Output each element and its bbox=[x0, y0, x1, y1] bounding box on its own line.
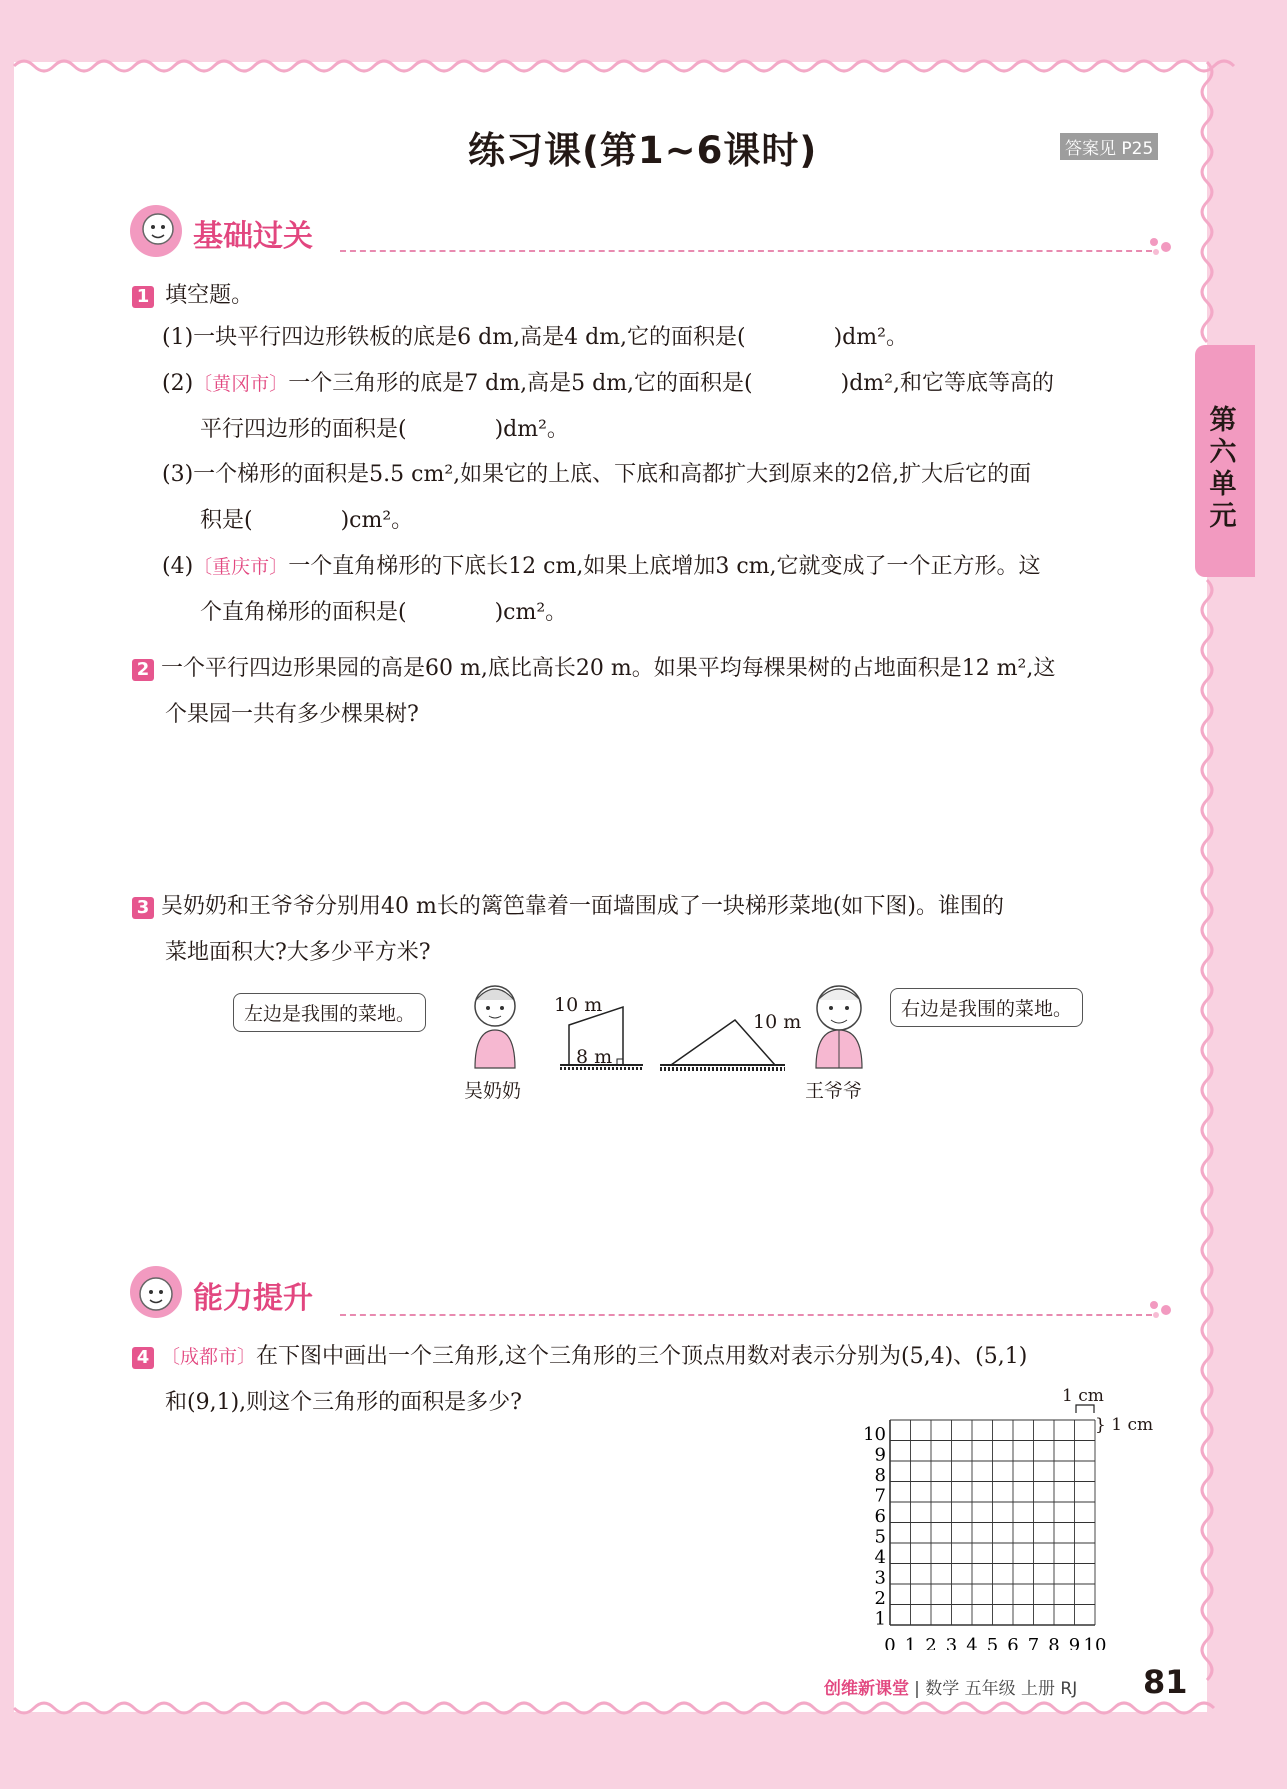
unit-side-tab-label: 第六单元 bbox=[1209, 405, 1237, 532]
speech-bubble-right: 右边是我围的菜地。 bbox=[890, 988, 1083, 1027]
x-axis-tick-label: 1 bbox=[904, 1635, 917, 1650]
grid-lines bbox=[890, 1420, 1095, 1625]
y-axis-tick-label: 3 bbox=[874, 1567, 886, 1589]
q2-line1: 一个平行四边形果园的高是60 m,底比高长20 m。如果平均每棵果树的占地面积是12 m²,这 bbox=[161, 656, 1056, 681]
q1-item4-line1: 一个直角梯形的下底长12 cm,如果上底增加3 cm,它就变成了一个正方形。这 bbox=[288, 554, 1041, 579]
grandma-figure-icon bbox=[465, 980, 525, 1070]
q1-item4-label: (4) bbox=[162, 554, 194, 579]
teacher-avatar-icon bbox=[128, 203, 184, 259]
grandma-name: 吴奶奶 bbox=[464, 1080, 522, 1102]
y-axis-tick-label: 7 bbox=[874, 1485, 886, 1507]
q1-item3-line1: (3)一个梯形的面积是5.5 cm²,如果它的上底、下底和高都扩大到原来的2倍,扩大后它的面 bbox=[162, 462, 1032, 487]
x-axis-tick-label: 10 bbox=[1083, 1635, 1107, 1650]
right-label-10m: 10 m bbox=[753, 1011, 802, 1033]
x-axis-tick-label: 4 bbox=[966, 1635, 978, 1650]
grid-unit-right: } 1 cm bbox=[1095, 1415, 1154, 1435]
x-axis-tick-label: 5 bbox=[986, 1635, 999, 1650]
q4-line1-row bbox=[132, 1339, 1027, 1370]
q2-number: 2 bbox=[132, 659, 154, 681]
q4-line1: 在下图中画出一个三角形,这个三角形的三个顶点用数对表示分别为(5,4)、(5,1) bbox=[256, 1344, 1028, 1369]
section-title-basic: 基础过关 bbox=[193, 219, 313, 254]
q3-line1: 吴奶奶和王爷爷分别用40 m长的篱笆靠着一面墙围成了一块梯形菜地(如下图)。谁围的 bbox=[161, 894, 1005, 919]
q2-line2: 个果园一共有多少棵果树? bbox=[165, 702, 419, 727]
q4-line2: 和(9,1),则这个三角形的面积是多少? bbox=[165, 1390, 522, 1415]
y-axis-tick-label: 9 bbox=[874, 1444, 886, 1466]
q1-item2-line2: 平行四边形的面积是( )dm²。 bbox=[200, 417, 569, 442]
page-title: 练习课(第1~6课时) bbox=[468, 129, 818, 172]
q3-number: 3 bbox=[132, 897, 154, 919]
y-axis-tick-label: 10 bbox=[863, 1424, 886, 1445]
section-title-advanced: 能力提升 bbox=[193, 1281, 313, 1316]
y-axis-tick-label: 6 bbox=[874, 1506, 886, 1527]
footer-subject: | 数学 五年级 上册 RJ bbox=[914, 1679, 1078, 1699]
section-divider bbox=[340, 250, 1152, 252]
unit-width-bracket bbox=[1076, 1405, 1094, 1413]
q2-line1-row bbox=[132, 651, 1055, 682]
left-label-10m: 10 m bbox=[554, 994, 603, 1016]
x-axis-tick-label: 0 bbox=[884, 1635, 896, 1650]
x-axis-tick-label: 7 bbox=[1027, 1635, 1040, 1650]
speech-bubble-left: 左边是我围的菜地。 bbox=[233, 993, 426, 1032]
q1-item2-region-tag: 〔黄冈市〕 bbox=[193, 373, 289, 395]
x-axis-labels bbox=[884, 1635, 1106, 1650]
q4-number: 4 bbox=[132, 1347, 154, 1369]
left-label-8m: 8 m bbox=[576, 1046, 613, 1068]
y-axis-tick-label: 5 bbox=[874, 1526, 886, 1548]
y-axis-labels bbox=[863, 1424, 886, 1630]
q3-line2: 菜地面积大?大多少平方米? bbox=[165, 940, 431, 965]
x-axis-tick-label: 9 bbox=[1068, 1635, 1081, 1650]
y-axis-tick-label: 8 bbox=[874, 1465, 886, 1486]
grandpa-figure-icon bbox=[804, 978, 874, 1070]
grid-unit-top: 1 cm bbox=[1062, 1386, 1104, 1406]
y-axis-tick-label: 1 bbox=[874, 1608, 886, 1630]
y-axis-tick-label: 4 bbox=[874, 1547, 886, 1568]
decor-dots-icon bbox=[1148, 1299, 1176, 1319]
answer-reference-badge: 答案见 P25 bbox=[1060, 133, 1158, 160]
footer-brand: 创维新课堂 bbox=[824, 1679, 909, 1699]
q1-item4-line2: 个直角梯形的面积是( )cm²。 bbox=[200, 600, 568, 625]
section-divider bbox=[340, 1314, 1152, 1316]
q1-item1: (1)一块平行四边形铁板的底是6 dm,高是4 dm,它的面积是( )dm²。 bbox=[162, 325, 908, 350]
q1-number: 1 bbox=[132, 286, 154, 308]
q1-item4 bbox=[162, 549, 1041, 580]
y-axis-tick-label: 2 bbox=[874, 1588, 886, 1609]
q1-item2-line1: 一个三角形的底是7 dm,高是5 dm,它的面积是( )dm²,和它等底等高的 bbox=[288, 371, 1054, 396]
footer-info bbox=[824, 1674, 1077, 1699]
q4-region-tag: 〔成都市〕 bbox=[161, 1346, 257, 1368]
q1-item2 bbox=[162, 366, 1054, 397]
q1-title: 填空题。 bbox=[165, 283, 254, 308]
x-axis-tick-label: 6 bbox=[1007, 1635, 1019, 1650]
q1-header bbox=[132, 278, 253, 309]
grandpa-name: 王爷爷 bbox=[805, 1080, 863, 1102]
decor-dots-icon bbox=[1148, 236, 1176, 256]
x-axis-tick-label: 8 bbox=[1048, 1635, 1060, 1650]
q1-item3-line2: 积是( )cm²。 bbox=[200, 508, 414, 533]
monkey-avatar-icon bbox=[128, 1264, 184, 1320]
page-number: 81 bbox=[1143, 1663, 1188, 1701]
x-axis-tick-label: 3 bbox=[945, 1635, 958, 1650]
q3-line1-row bbox=[132, 889, 1004, 920]
x-axis-tick-label: 2 bbox=[925, 1635, 937, 1650]
q1-item2-label: (2) bbox=[162, 371, 194, 396]
q1-item4-region-tag: 〔重庆市〕 bbox=[193, 556, 289, 578]
